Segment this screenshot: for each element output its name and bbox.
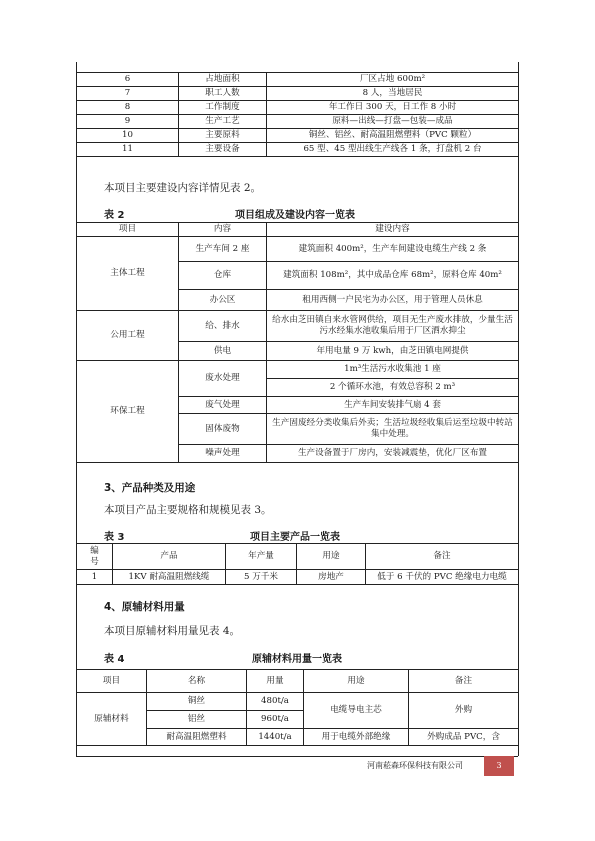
table-row <box>77 361 519 379</box>
paragraph: 本项目原辅材料用量见表 4。 <box>104 625 241 637</box>
header-cell: 用量 <box>247 670 304 693</box>
group-cell: 环保工程 <box>77 361 179 463</box>
cell: 主要设备 <box>179 143 267 157</box>
table-basic-info <box>76 72 519 157</box>
table-products <box>76 543 519 585</box>
cell: 年工作日 300 天，日工作 8 小时 <box>267 101 519 115</box>
cell: 主要原料 <box>179 129 267 143</box>
cell: 仓库 <box>179 262 267 290</box>
footer-divider <box>76 756 518 757</box>
cell: 占地面积 <box>179 73 267 87</box>
table-row <box>77 693 519 711</box>
group-cell: 主体工程 <box>77 237 179 311</box>
cell: 8 人，当地居民 <box>267 87 519 101</box>
cell: 2 个循环水池，有效总容积 2 m³ <box>267 379 519 397</box>
table-materials <box>76 669 519 746</box>
cell: 外购 <box>409 693 519 729</box>
cell: 噪声处理 <box>179 445 267 463</box>
group-cell: 原辅材料 <box>77 693 147 746</box>
cell: 5 万千米 <box>226 570 297 585</box>
cell: 铜丝、铝丝、耐高温阻燃塑料（PVC 颗粒） <box>267 129 519 143</box>
table-caption-number: 表 2 <box>104 210 125 221</box>
table-row <box>77 87 519 101</box>
cell: 480t/a <box>247 693 304 711</box>
cell: 铝丝 <box>147 711 247 729</box>
table-row <box>77 570 519 585</box>
cell: 9 <box>77 115 179 129</box>
header-cell: 项目 <box>77 223 179 237</box>
cell: 固体废物 <box>179 414 267 445</box>
table-caption-number: 表 3 <box>104 532 125 543</box>
table-caption-title: 项目主要产品一览表 <box>250 532 340 543</box>
section-heading: 3、产品种类及用途 <box>104 482 196 494</box>
cell: 生产工艺 <box>179 115 267 129</box>
cell: 给水由芝田镇自来水管网供给，项目无生产废水排放，少量生活污水经集水池收集后用于厂区洒水抑尘 <box>267 311 519 342</box>
header-cell: 名称 <box>147 670 247 693</box>
header-cell: 产品 <box>113 544 226 570</box>
table-caption-title: 原辅材料用量一览表 <box>252 654 342 665</box>
cell: 7 <box>77 87 179 101</box>
table-caption-number: 表 4 <box>104 654 125 665</box>
table-project-composition <box>76 222 519 463</box>
cell: 租用西侧一户民宅为办公区，用于管理人员休息 <box>267 290 519 311</box>
cell: 工作制度 <box>179 101 267 115</box>
header-cell: 备注 <box>366 544 519 570</box>
table-header-row <box>77 670 519 693</box>
cell: 职工人数 <box>179 87 267 101</box>
header-cell: 用途 <box>297 544 366 570</box>
paragraph: 本项目产品主要规格和规模见表 3。 <box>104 504 272 516</box>
table-row <box>77 237 519 262</box>
table-row <box>77 129 519 143</box>
header-cell: 编号 <box>77 544 113 570</box>
page-number: 3 <box>484 756 514 776</box>
cell: 建筑面积 400m²，生产车间建设电缆生产线 2 条 <box>267 237 519 262</box>
cell: 1KV 耐高温阻燃线缆 <box>113 570 226 585</box>
cell: 年用电量 9 万 kwh，由芝田镇电网提供 <box>267 342 519 361</box>
cell: 生产设备置于厂房内，安装减震垫，优化厂区布置 <box>267 445 519 463</box>
header-cell: 内容 <box>179 223 267 237</box>
paragraph: 本项目主要建设内容详情见表 2。 <box>104 182 262 194</box>
table-row <box>77 73 519 87</box>
table-row <box>77 311 519 342</box>
header-cell: 项目 <box>77 670 147 693</box>
table-header-row <box>77 544 519 570</box>
cell: 办公区 <box>179 290 267 311</box>
cell: 生产固废经分类收集后外卖；生活垃圾经收集后运至垃圾中转站集中处理。 <box>267 414 519 445</box>
cell: 耐高温阻燃塑料 <box>147 729 247 746</box>
cell: 建筑面积 108m²，其中成品仓库 68m²，原料仓库 40m² <box>267 262 519 290</box>
cell: 原料—出线—打盘—包装—成品 <box>267 115 519 129</box>
cell: 960t/a <box>247 711 304 729</box>
cell: 6 <box>77 73 179 87</box>
cell: 给、排水 <box>179 311 267 342</box>
cell: 厂区占地 600m² <box>267 73 519 87</box>
table-header-row <box>77 223 519 237</box>
cell: 用于电缆外部绝缘 <box>304 729 409 746</box>
cell: 房地产 <box>297 570 366 585</box>
group-cell: 公用工程 <box>77 311 179 361</box>
section-heading: 4、原辅材料用量 <box>104 601 185 613</box>
header-cell: 备注 <box>409 670 519 693</box>
cell: 电缆导电主芯 <box>304 693 409 729</box>
cell: 8 <box>77 101 179 115</box>
table-row <box>77 143 519 157</box>
footer-company: 河南菘森环保科技有限公司 <box>367 761 463 770</box>
cell: 1440t/a <box>247 729 304 746</box>
cell: 供电 <box>179 342 267 361</box>
cell: 1 <box>77 570 113 585</box>
table-row <box>77 101 519 115</box>
cell: 1m³生活污水收集池 1 座 <box>267 361 519 379</box>
header-cell: 用途 <box>304 670 409 693</box>
cell: 11 <box>77 143 179 157</box>
cell: 外购成品 PVC，含 <box>409 729 519 746</box>
cell: 10 <box>77 129 179 143</box>
cell: 生产车间安装排气扇 4 套 <box>267 397 519 414</box>
cell: 铜丝 <box>147 693 247 711</box>
cell: 65 型、45 型出线生产线各 1 条，打盘机 2 台 <box>267 143 519 157</box>
cell: 废气处理 <box>179 397 267 414</box>
table-caption-title: 项目组成及建设内容一览表 <box>235 210 355 221</box>
header-cell: 年产量 <box>226 544 297 570</box>
header-cell: 建设内容 <box>267 223 519 237</box>
cell: 生产车间 2 座 <box>179 237 267 262</box>
cell: 废水处理 <box>179 361 267 397</box>
cell: 低于 6 千伏的 PVC 绝缘电力电缆 <box>366 570 519 585</box>
table-row <box>77 115 519 129</box>
